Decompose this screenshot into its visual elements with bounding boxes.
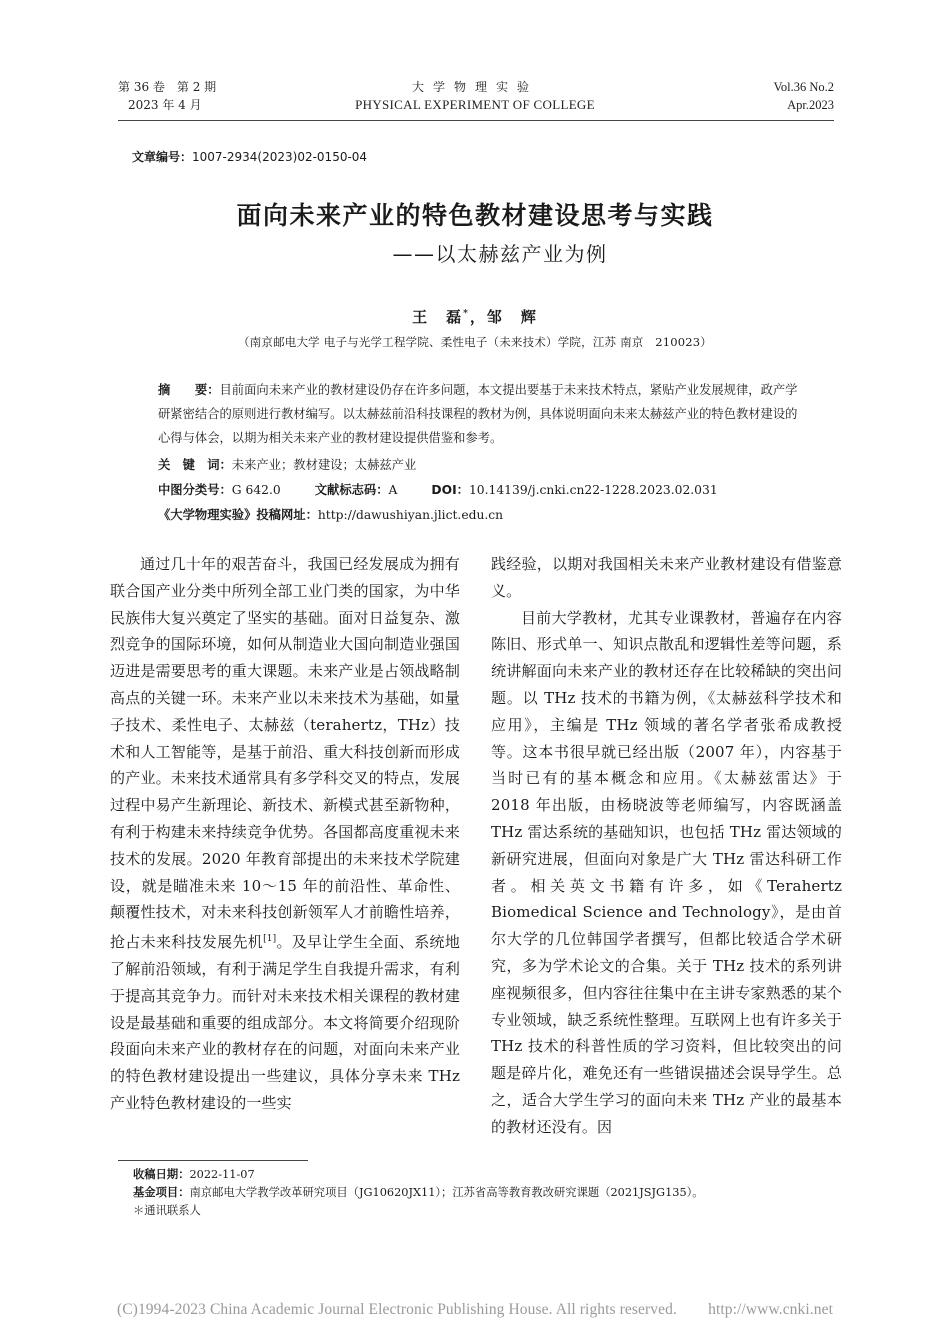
article-number [132, 148, 367, 165]
body-right-column [491, 551, 842, 1141]
fund-text: 南京邮电大学教学改革研究项目（JG10620JX11）；江苏省高等教育教改研究课题（2021JSJG135）。 [189, 1186, 704, 1199]
left-paragraph-text: 通过几十年的艰苦奋斗，我国已经发展成为拥有联合国产业分类中所列全部工业门类的国家，为中华民族伟大复兴奠定了坚实的基础。面对日益复杂、激烈竞争的国际环境，如何从制造业大国向制造业强国迈进是需要思考的重大课题。未来产业是占领战略制高点的关键一环。未来产业以未来技术为基础，如量子技术、柔性电子、太赫兹（terahertz，THz）技术和人工智能等，是基于前沿、重大科技创新而形成的产业。未来技术通常具有多学科交叉的特点，发展过程中易产生新理论、新技术、新模式甚至新物种，有利于构建未来持续竞争优势。各国都高度重视未来技术的发展。2020 年教育部提出的未来技术学院建设，就是瞄准未来 10～15 年的前沿性、革命性、颠覆性技术，对未来科技创新领军人才前瞻性培养，抢占未来科技发展先机 [110, 555, 460, 952]
article-number-value: 1007-2934(2023)02-0150-04 [192, 150, 368, 164]
clc-value: G 642.0 [231, 483, 281, 497]
author-2: 邹 辉 [486, 308, 538, 326]
header-journal-cn: 大学物理实验 [411, 80, 538, 94]
affiliation: （南京邮电大学 电子与光学工程学院、柔性电子（未来技术）学院，江苏 南京 210023） [237, 335, 712, 349]
keywords [158, 453, 416, 477]
header-vol-en: Vol.36 No.2 [773, 80, 834, 94]
website-label: 《大学物理实验》投稿网址： [158, 508, 318, 522]
paper-subtitle: ——以太赫兹产业为例 [392, 242, 608, 266]
classification [158, 478, 718, 502]
paper-title: 面向未来产业的特色教材建设思考与实践 [236, 201, 714, 230]
body-left-column [110, 551, 460, 1117]
header-date-en: Apr.2023 [787, 98, 834, 112]
header-vol-en-block [773, 78, 834, 114]
clc-label: 中图分类号： [158, 483, 232, 497]
copyright-line: (C)1994-2023 China Academic Journal Electronic Publishing House. All rights reserved. http://www.cnki.net [116, 1301, 834, 1318]
author-1: 王 磊 [412, 308, 464, 326]
abstract-label: 摘 要： [158, 383, 220, 397]
doi-value: 10.14139/j.cnki.cn22-1228.2023.02.031 [468, 483, 718, 497]
body-paragraph [110, 551, 460, 1117]
fund-label: 基金项目： [133, 1186, 190, 1199]
header-volume: 第 36 卷 第 2 期 [118, 80, 217, 94]
header-rule [118, 120, 834, 121]
abstract-text: 目前面向未来产业的教材建设仍存在许多问题，本文提出要基于未来技术特点，紧贴产业发展规律，政产学研紧密结合的原则进行教材编写。以太赫兹前沿科技课程的教材为例，具体说明面向未来太赫兹产业的特色教材建设的心得与体会，以期为相关未来产业的教材建设提供借鉴和参考。 [158, 383, 798, 445]
footnote-received [133, 1167, 255, 1183]
website-url[interactable]: http://dawushiyan.jlict.edu.cn [317, 508, 504, 522]
header-date: 2023 年 4 月 [128, 98, 202, 112]
left-paragraph-tail: 。及早让学生全面、系统地了解前沿领域，有利于满足学生自我提升需求，有利于提高其竞争力。而针对未来技术相关课程的教材建设是最基础和重要的组成部分。本文将简要介绍现阶段面向未来产业的教材存在的问题，对面向未来产业的特色教材建设提出一些建议，具体分享未来 THz 产业特色教材建设的一些实 [110, 933, 460, 1112]
doc-code-label: 文献标志码： [314, 483, 389, 497]
author-separator: ， [469, 308, 487, 326]
received-date: 2022-11-07 [189, 1168, 255, 1181]
abstract [158, 378, 808, 450]
body-paragraph-continued: 践经验，以期对我国相关未来产业教材建设有借鉴意义。 [491, 555, 842, 600]
corresponding-mark: * [463, 309, 470, 319]
keywords-text: 未来产业；教材建设；太赫兹产业 [231, 458, 417, 472]
keywords-label: 关 键 词： [158, 458, 232, 472]
doc-code-value: A [388, 483, 398, 497]
article-number-label: 文章编号： [132, 150, 193, 164]
doi-label: DOI： [431, 483, 469, 497]
citation-ref[interactable]: [1] [263, 934, 277, 945]
body-paragraph: 目前大学教材，尤其专业课教材，普遍存在内容陈旧、形式单一、知识点散乱和逻辑性差等问题，系统讲解面向未来产业的教材还存在比较稀缺的突出问题。以 THz 技术的书籍为例，《太赫兹科学技术和应用》，主编是 THz 领域的著名学者张希成教授等。这本书很早就已经出版（2007 年），内容基于当时已有的基本概念和应用。《太赫兹雷达》于 2018 年出版，由杨晓波等老师编写，内容既涵盖 THz 雷达系统的基础知识，也包括 THz 雷达领域的新研究进展，但面向对象是广大 THz 雷达科研工作者。相关英文书籍有许多，如《Terahertz Biomedical Science and Technology》，是由首尔大学的几位韩国学者撰写，但都比较适合学术研究，多为学术论文的合集。关于 THz 技术的系列讲座视频很多，但内容往往集中在主讲专家熟悉的某个专业领域，缺乏系统性整理。互联网上也有许多关于 THz 技术的科普性质的学习资料，但比较突出的问题是碎片化，难免还有一些错误描述会误导学生。总之，适合大学生学习的面向未来 THz 产业的最基本的教材还没有。因 [491, 608, 842, 1136]
footnote-rule [118, 1160, 308, 1161]
footnote-fund [133, 1185, 704, 1201]
received-label: 收稿日期： [133, 1168, 190, 1181]
header-journal-en: PHYSICAL EXPERIMENT OF COLLEGE [355, 97, 595, 112]
submission-website [158, 503, 503, 527]
authors [0, 306, 950, 327]
footnote-corresponding: ＊通讯联系人 [133, 1204, 201, 1217]
